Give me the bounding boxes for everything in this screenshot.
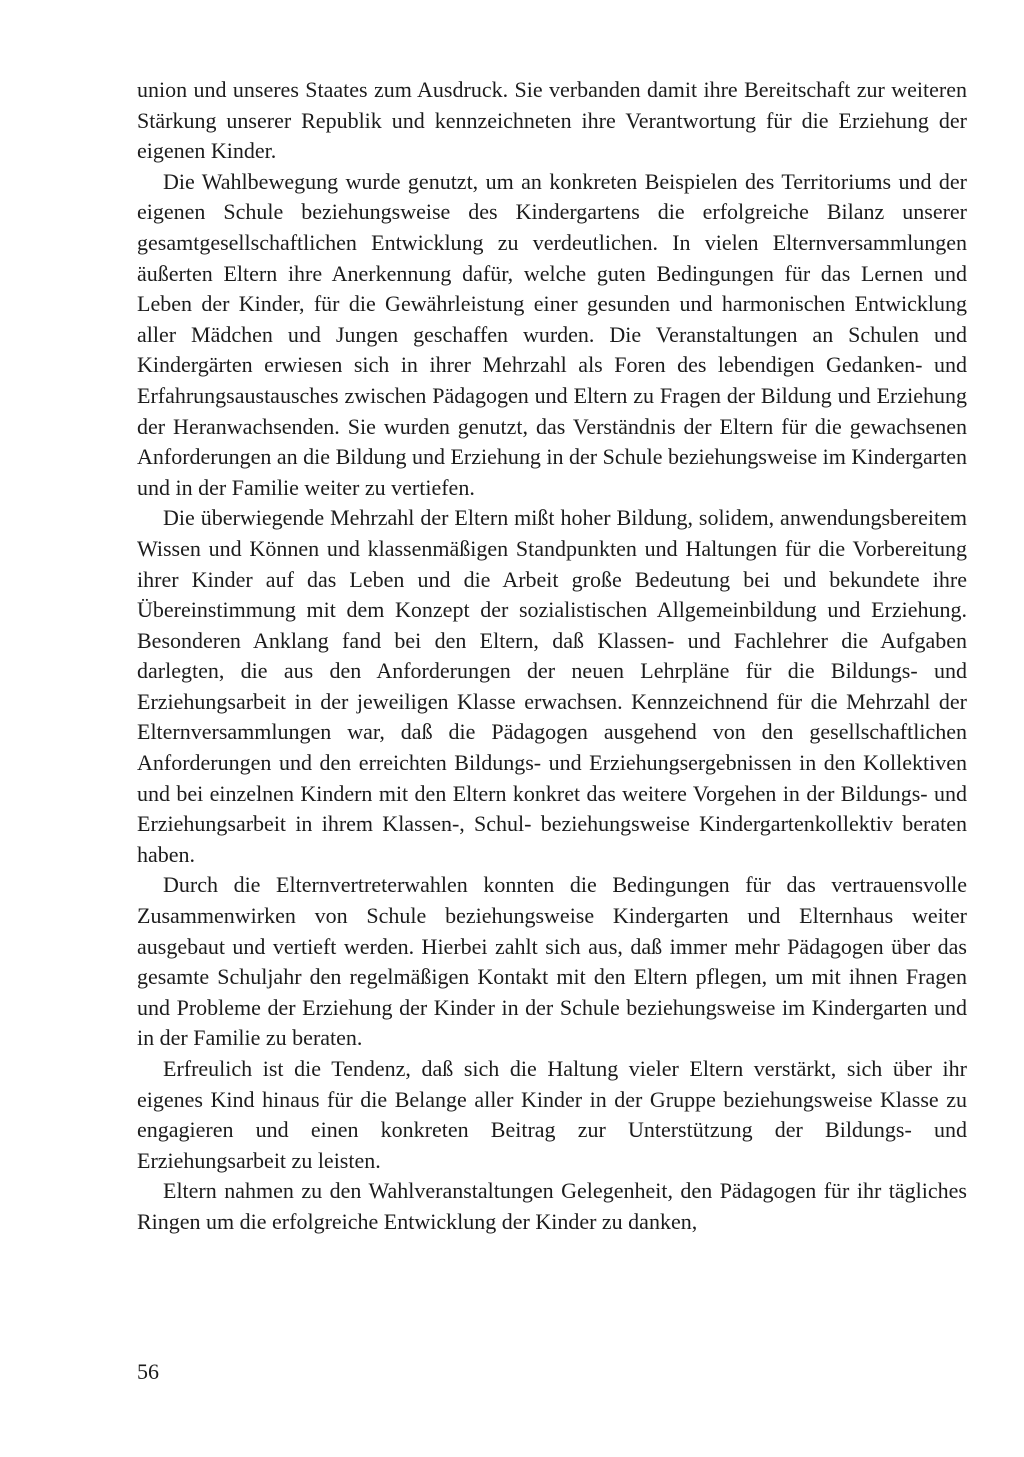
paragraph-continuation: union und unseres Staates zum Ausdruck. Sie verbanden damit ihre Bereitschaft zur weiteren Stärkung unserer Republik und kennzeichneten ihre Verantwortung für die Erziehung der eigenen Kinder. xyxy=(137,77,967,164)
paragraph-tendenz: Erfreulich ist die Tendenz, daß sich die Haltung vieler Eltern verstärkt, sich über ihr eigenes Kind hinaus für die Belange aller Kinder in der Gruppe beziehungsweise Klasse zu engagieren und einen konkreten Beitrag zur Unterstützung der Bildungs- und Erziehungsarbeit zu leisten. xyxy=(137,1056,967,1173)
paragraph-elternvertreterwahlen: Durch die Elternvertreterwahlen konnten die Bedingungen für das vertrauensvolle Zusammenwirken von Schule beziehungsweise Kindergarten und Elternhaus weiter ausgebaut und vertieft werden. Hierbei zahlt sich aus, daß immer mehr Pädagogen über das gesamte Schuljahr den regelmäßigen Kontakt mit den Eltern pflegen, um mit ihnen Fragen und Probleme der Erziehung der Kinder in der Schule beziehungsweise im Kindergarten und in der Familie zu beraten. xyxy=(137,872,967,1051)
paragraph-wahlveranstaltungen: Eltern nahmen zu den Wahlveranstaltungen Gelegenheit, den Pädagogen für ihr tägliches Ringen um die erfolgreiche Entwicklung der Kinder zu danken, xyxy=(137,1178,967,1234)
page-number: 56 xyxy=(137,1359,159,1384)
paragraph-mehrzahl-eltern: Die überwiegende Mehrzahl der Eltern mißt hoher Bildung, solidem, anwendungsbereitem Wissen und Können und klassenmäßigen Standpunkten und Haltungen für die Vorbereitung ihrer Kinder auf das Leben und die Arbeit große Bedeutung bei und bekundete ihre Übereinstimmung mit dem Konzept der sozialistischen Allgemeinbildung und Erziehung. Besonderen Anklang fand bei den Eltern, daß Klassen- und Fachlehrer die Aufgaben darlegten, die aus den Anforderungen der neuen Lehrpläne für die Bildungs- und Erziehungsarbeit in der jeweiligen Klasse erwachsen. Kennzeichnend für die Mehrzahl der Elternversammlungen war, daß die Pädagogen ausgehend von den gesellschaftlichen Anforderungen und den erreichten Bildungs- und Erziehungsergebnissen in den Kollektiven und bei einzelnen Kindern mit den Eltern konkret das weitere Vorgehen in der Bildungs- und Erziehungsarbeit in ihrem Klassen-, Schul- beziehungsweise Kindergartenkollektiv beraten haben. xyxy=(137,505,967,867)
paragraph-wahlbewegung: Die Wahlbewegung wurde genutzt, um an konkreten Beispielen des Territoriums und der eigenen Schule beziehungsweise des Kindergartens die erfolgreiche Bilanz unserer gesamtgesellschaftlichen Entwicklung zu verdeutlichen. In vielen Elternversammlungen äußerten Eltern ihre Anerkennung dafür, welche guten Bedingungen für das Lernen und Leben der Kinder, für die Gewährleistung einer gesunden und harmonischen Entwicklung aller Mädchen und Jungen geschaffen wurden. Die Veranstaltungen an Schulen und Kindergärten erwiesen sich in ihrer Mehrzahl als Foren des lebendigen Gedanken- und Erfahrungsaustausches zwischen Pädagogen und Eltern zu Fragen der Bildung und Erziehung der Heranwachsenden. Sie wurden genutzt, das Verständnis der Eltern für die gewachsenen Anforderungen an die Bildung und Erziehung in der Schule beziehungsweise im Kindergarten und in der Familie weiter zu vertiefen. xyxy=(137,168,967,500)
body-text xyxy=(137,75,967,1238)
